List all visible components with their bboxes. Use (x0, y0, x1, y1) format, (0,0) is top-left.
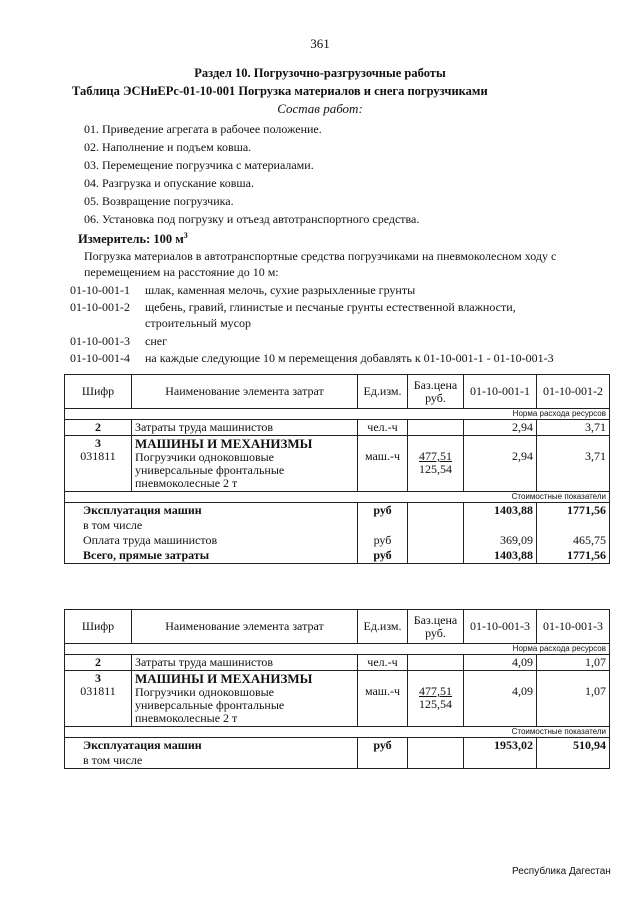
header-col2: 01-10-001-2 (537, 375, 610, 409)
resource-table-1 (64, 374, 610, 564)
code-text: на каждые следующие 10 м перемещения добавлять к 01-10-001-1 - 01-10-001-3 (145, 351, 554, 365)
page-number: 361 (310, 36, 330, 51)
header-price: Баз.цена руб. (408, 610, 464, 644)
norm-label: Норма расхода ресурсов (65, 644, 610, 655)
header-name: Наименование элемента затрат (132, 610, 358, 644)
code-id: 01-10-001-1 (70, 283, 130, 297)
meter-sup: 3 (183, 231, 188, 240)
header-code: Шифр (65, 610, 132, 644)
section-title: Раздел 10. Погрузочно-разгрузочные работы (194, 66, 446, 80)
table-row: Эксплуатация машин руб 1953,02 510,94 (65, 738, 610, 754)
work-item: 05. Возвращение погрузчика. (84, 194, 234, 208)
description-line: перемещением на расстояние до 10 м: (84, 265, 279, 279)
code-text: щебень, гравий, глинистые и песчаные грунты естественной влажности, (145, 300, 516, 314)
norm-label-row (65, 644, 610, 655)
code-id: 01-10-001-3 (70, 334, 130, 348)
table-row: в том числе (65, 518, 610, 533)
table-row: 3 031811 МАШИНЫ И МЕХАНИЗМЫ Погрузчики одноковшовые универсальные фронтальные пневмоколесные 2 т маш.-ч 477,51 125,54 2,94 3,71 (65, 436, 610, 492)
work-item: 01. Приведение агрегата в рабочее положение. (84, 122, 322, 136)
header-code: Шифр (65, 375, 132, 409)
header-unit: Ед.изм. (358, 375, 408, 409)
table-row: 2 Затраты труда машинистов чел.-ч 2,94 3,71 (65, 420, 610, 436)
norm-label-row (65, 409, 610, 420)
header-col1: 01-10-001-1 (464, 375, 537, 409)
code-id: 01-10-001-4 (70, 351, 130, 365)
code-text: строительный мусор (145, 316, 251, 330)
header-unit: Ед.изм. (358, 610, 408, 644)
table-header-row (65, 610, 610, 644)
table-header-row (65, 375, 610, 409)
table-row: 2 Затраты труда машинистов чел.-ч 4,09 1,07 (65, 655, 610, 671)
work-item: 03. Перемещение погрузчика с материалами. (84, 158, 314, 172)
norm-label: Норма расхода ресурсов (65, 409, 610, 420)
description-line: Погрузка материалов в автотранспортные средства погрузчиками на пневмоколесном ходу с (84, 249, 557, 263)
table-row: Всего, прямые затраты руб 1403,88 1771,56 (65, 548, 610, 564)
footer-region: Республика Дагестан (512, 866, 611, 877)
table-row: в том числе (65, 753, 610, 769)
cost-label-row (65, 492, 610, 503)
code-id: 01-10-001-2 (70, 300, 130, 314)
header-price: Баз.цена руб. (408, 375, 464, 409)
header-col1: 01-10-001-3 (464, 610, 537, 644)
work-item: 02. Наполнение и подъем ковша. (84, 140, 252, 154)
work-heading: Состав работ: (277, 101, 363, 116)
code-text: шлак, каменная мелочь, сухие разрыхленные грунты (145, 283, 416, 297)
code-text: снег (145, 334, 167, 348)
meter (78, 231, 188, 247)
resource-table-2 (64, 609, 610, 769)
header-col2: 01-10-001-3 (537, 610, 610, 644)
meter-label: Измеритель: 100 м (78, 232, 184, 247)
table-title: Таблица ЭСНиЕРс-01-10-001 Погрузка материалов и снега погрузчиками (72, 84, 488, 98)
cost-label: Стоимостные показатели (65, 727, 610, 738)
table-row: Эксплуатация машин руб 1403,88 1771,56 (65, 503, 610, 519)
cost-label: Стоимостные показатели (65, 492, 610, 503)
table-row: Оплата труда машинистов руб 369,09 465,75 (65, 533, 610, 548)
work-item: 06. Установка под погрузку и отъезд автотранспортного средства. (84, 212, 420, 226)
work-item: 04. Разгрузка и опускание ковша. (84, 176, 254, 190)
header-name: Наименование элемента затрат (132, 375, 358, 409)
cost-label-row (65, 727, 610, 738)
table-row: 3 031811 МАШИНЫ И МЕХАНИЗМЫ Погрузчики одноковшовые универсальные фронтальные пневмоколесные 2 т маш.-ч 477,51 125,54 4,09 1,07 (65, 671, 610, 727)
